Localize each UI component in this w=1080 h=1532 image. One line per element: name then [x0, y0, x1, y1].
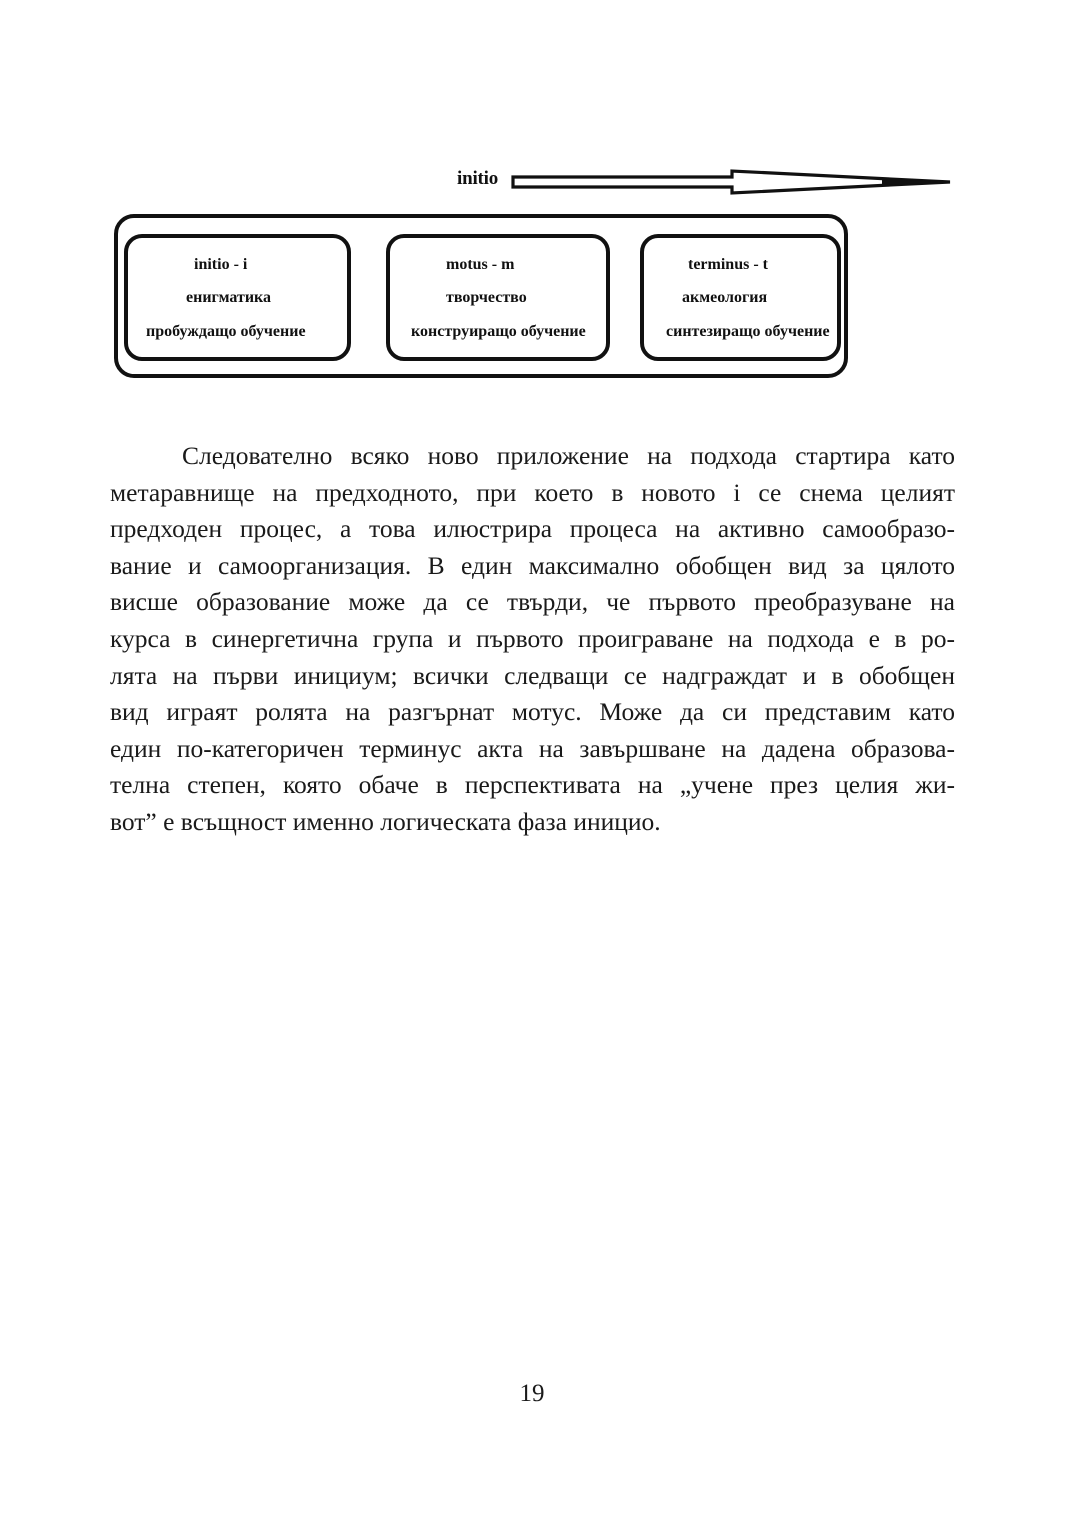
stage-caption: синтезиращо обучение — [666, 323, 830, 340]
stage-subtitle: акмеология — [682, 289, 768, 306]
paragraph-line: вот” е всъщност именно логическата фаза инициo. — [110, 806, 661, 836]
paragraph-line: метаравнище на предходното, при което в новото i се снема целият — [110, 477, 955, 507]
paragraph-line: телна степен, която обаче в перспективата на „учене през целия жи- — [110, 770, 955, 800]
stage-caption: конструиращо обучение — [411, 323, 586, 340]
stage-box-motus — [386, 234, 610, 361]
paragraph-line: вание и самоорганизация. В един максимално обобщен вид за цялото — [110, 550, 955, 580]
stage-box-terminus — [640, 234, 841, 361]
stage-caption: пробуждащо обучение — [146, 323, 306, 340]
body-paragraph — [110, 438, 955, 841]
stage-title: initio - i — [194, 256, 248, 273]
direction-arrow-icon — [510, 168, 955, 198]
stage-subtitle: творчество — [446, 289, 527, 306]
paragraph-line: Следователно всяко ново приложение на подхода стартира като — [182, 441, 955, 470]
stage-title: terminus - t — [688, 256, 768, 273]
page-number: 19 — [519, 1380, 545, 1407]
paragraph-line: един по-категоричен терминус акта на завършване на дадена образова- — [110, 733, 955, 763]
arrow-label: initio — [457, 168, 499, 189]
paragraph-line: висше образование може да се твърди, че първото преобразуване на — [110, 587, 955, 617]
paragraph-line: курса в синергетична група и първото проиграване на подхода е в ро- — [110, 623, 955, 653]
paragraph-line: лята на първи инициум; всички следващи се надграждат и в обобщен — [110, 660, 955, 690]
stage-subtitle: енигматика — [186, 289, 272, 306]
paragraph-line: вид играят ролята на разгърнат мотус. Може да си представим като — [110, 697, 955, 727]
paragraph-line: предходен процес, а това илюстрира процеса на активно самообразо- — [110, 514, 955, 544]
stage-title: motus - m — [446, 256, 515, 273]
stage-box-initio — [124, 234, 351, 361]
